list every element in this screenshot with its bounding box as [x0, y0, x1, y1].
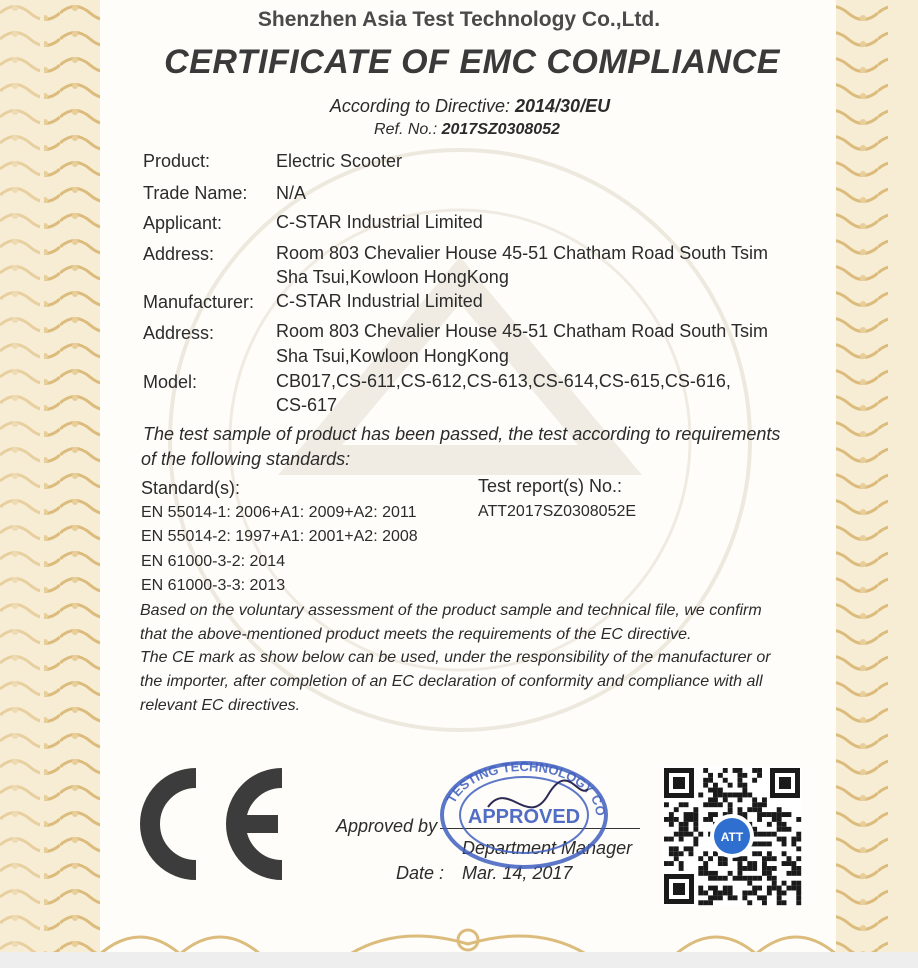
certificate-title: CERTIFICATE OF EMC COMPLIANCE — [164, 43, 780, 81]
closing-line: the importer, after completion of an EC declaration of conformity and compliance with all — [140, 673, 763, 690]
manufacturer-label: Manufacturer: — [143, 292, 255, 312]
ce-mark-logo — [134, 768, 290, 880]
applicant-address-line1: Room 803 Chevalier House 45-51 Chatham Road South Tsim — [276, 243, 768, 263]
qr-badge-text: ATT — [720, 830, 744, 844]
reference-number: Ref. No.: 2017SZ0308052 — [374, 121, 560, 138]
stamp-ring-text: TESTING TECHNOLOGY CO — [443, 759, 609, 817]
left-ornamental-border — [0, 0, 100, 968]
manufacturer-value: C-STAR Industrial Limited — [276, 291, 483, 311]
standards-header: Standard(s): — [141, 478, 241, 498]
manufacturer-address-label: Address: — [143, 323, 215, 343]
model-label: Model: — [143, 372, 198, 392]
applicant-address-line2: Sha Tsui,Kowloon HongKong — [276, 267, 509, 287]
directive-line: According to Directive: 2014/30/EU — [329, 96, 611, 116]
trade-name-label: Trade Name: — [143, 183, 248, 203]
position-title: Department Manager — [462, 838, 633, 858]
manufacturer-address-line2: Sha Tsui,Kowloon HongKong — [276, 346, 509, 366]
date-label: Date : — [396, 863, 445, 883]
company-name: Shenzhen Asia Test Technology Co.,Ltd. — [257, 8, 661, 31]
standard-item: EN 55014-1: 2006+A1: 2009+A2: 2011 — [141, 504, 417, 521]
verification-qr-code — [662, 766, 802, 906]
closing-line: that the above-mentioned product meets the requirements of the EC directive. — [140, 626, 692, 643]
applicant-address-label: Address: — [143, 244, 215, 264]
stamp-center-text: APPROVED — [467, 806, 581, 828]
test-report-header: Test report(s) No.: — [478, 476, 623, 496]
statement-line2: of the following standards: — [141, 449, 351, 469]
date-value: Mar. 14, 2017 — [462, 863, 573, 883]
standard-item: EN 61000-3-3: 2013 — [141, 577, 286, 594]
model-line2: CS-617 — [276, 395, 338, 415]
standard-item: EN 61000-3-2: 2014 — [141, 553, 286, 570]
approved-stamp — [438, 759, 610, 871]
closing-line: The CE mark as show below can be used, under the responsibility of the manufacturer or — [140, 649, 771, 666]
product-value: Electric Scooter — [276, 151, 403, 171]
manufacturer-address-line1: Room 803 Chevalier House 45-51 Chatham Road South Tsim — [276, 321, 768, 341]
standard-item: EN 55014-2: 1997+A1: 2001+A2: 2008 — [141, 528, 418, 545]
test-report-number: ATT2017SZ0308052E — [478, 503, 637, 520]
trade-name-value: N/A — [276, 183, 307, 203]
applicant-value: C-STAR Industrial Limited — [276, 212, 483, 232]
approved-by-label: Approved by — [336, 816, 438, 836]
bottom-scroll-bar — [0, 952, 918, 968]
closing-line: Based on the voluntary assessment of the product sample and technical file, we confirm — [140, 602, 762, 619]
bottom-ornament — [100, 920, 836, 954]
applicant-label: Applicant: — [143, 213, 223, 233]
product-label: Product: — [143, 151, 211, 171]
statement-line1: The test sample of product has been passed, the test according to requirements — [143, 424, 781, 444]
closing-line: relevant EC directives. — [140, 697, 301, 714]
model-line1: CB017,CS-611,CS-612,CS-613,CS-614,CS-615,CS-616, — [276, 371, 731, 391]
